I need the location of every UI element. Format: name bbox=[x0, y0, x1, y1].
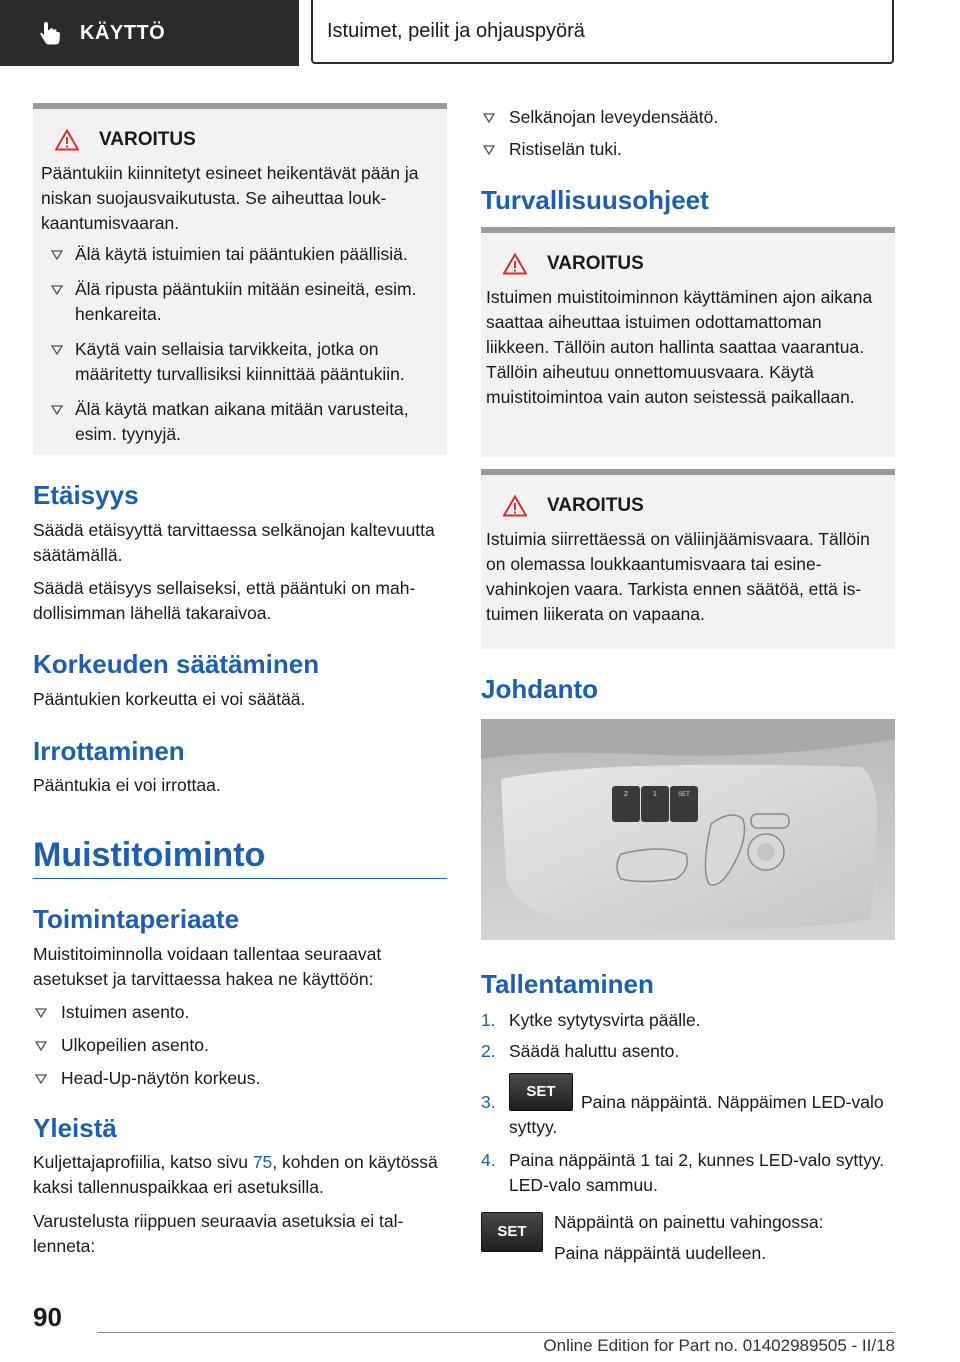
note-line: Näppäintä on painettu vahingossa: bbox=[554, 1212, 824, 1232]
warning-list bbox=[49, 242, 431, 447]
paragraph: Säädä etäisyys sellaiseksi, että pääntuki on mahdollisimman lähellä takaraivoa. bbox=[33, 578, 416, 623]
seat-controls-photo bbox=[481, 719, 895, 940]
list-item: Head-Up-näytön korkeus. bbox=[33, 1066, 447, 1091]
heading-yleista: Yleistä bbox=[33, 1113, 117, 1143]
section-rule bbox=[33, 878, 447, 879]
bullet-triangle-icon bbox=[483, 113, 495, 123]
memory-button-1-label: 1 bbox=[653, 791, 657, 798]
step-item: 3. SET Paina näppäintä. Näppäimen LED-valo syttyy. bbox=[481, 1090, 895, 1140]
footer-rule bbox=[97, 1332, 895, 1333]
set-button-icon: SET bbox=[509, 1073, 573, 1111]
list-item: Älä käytä istuimien tai pääntukien päällisiä. bbox=[49, 242, 431, 267]
list-item: Käytä vain sellaisia tarvikkeita, jotka on määritetty turvallisiksi kiinnittää pääntukiin. bbox=[49, 337, 431, 387]
heading-etaisyys: Etäisyys bbox=[33, 480, 139, 510]
paragraph: Muistitoiminnolla voidaan tallentaa seuraavat asetukset ja tarvittaessa hakea ne käyttöön: bbox=[33, 944, 382, 989]
step-item: 2. Säädä haluttu asento. bbox=[481, 1041, 680, 1061]
page-link[interactable]: 75 bbox=[252, 1152, 273, 1172]
paragraph: Pääntukia ei voi irrottaa. bbox=[33, 775, 221, 795]
heading-irrottaminen: Irrottaminen bbox=[33, 736, 185, 766]
paragraph: Kuljettajaprofiilia, katso sivu 75, kohden on käytössä kaksi tallennuspaikkaa eri asetuksilla. bbox=[33, 1152, 438, 1197]
bullet-triangle-icon bbox=[51, 285, 63, 295]
heading-toimintaperiaate: Toimintaperiaate bbox=[33, 904, 240, 934]
bullet-triangle-icon bbox=[483, 145, 495, 155]
section-label: KÄYTTÖ bbox=[80, 21, 166, 44]
set-button-label: SET bbox=[678, 792, 690, 798]
bullet-triangle-icon bbox=[35, 1041, 47, 1051]
list-item: Älä ripusta pääntukiin mitään esineitä, esim. henkareita. bbox=[49, 277, 431, 327]
footer-edition: Online Edition for Part no. 01402989505 - II/18 bbox=[543, 1336, 895, 1355]
list-item: Ulkopeilien asento. bbox=[33, 1033, 447, 1058]
warning-box-headrest bbox=[33, 103, 447, 455]
chapter-label: Istuimet, peilit ja ohjauspyörä bbox=[327, 19, 585, 42]
warning-text: Istuimia siirrettäessä on väliinjäämisvaara. Tällöin on olemassa loukkaantumisvaara tai esinevahinkojen vaara. Tarkista ennen säätöä, että istuimen liikerata on vapaana. bbox=[486, 529, 870, 624]
heading-johdanto: Johdanto bbox=[481, 674, 598, 704]
list-item: Istuimen asento. bbox=[33, 1000, 447, 1025]
bullet-triangle-icon bbox=[51, 405, 63, 415]
heading-tallentaminen: Tallentaminen bbox=[481, 969, 654, 999]
warning-text: Pääntukiin kiinnitetyt esineet heikentävät pään ja niskan suojausvaikutusta. Se aiheuttaa loukkaantumisvaaran. bbox=[41, 163, 419, 233]
list-item: Ristiselän tuki. bbox=[481, 137, 895, 162]
bullet-triangle-icon bbox=[51, 345, 63, 355]
step-item: 1. Kytke sytytysvirta päälle. bbox=[481, 1010, 701, 1030]
page-header bbox=[0, 0, 960, 66]
warning-title: VAROITUS bbox=[55, 129, 431, 151]
note-line: Paina näppäintä uudelleen. bbox=[554, 1243, 767, 1263]
bullet-triangle-icon bbox=[35, 1008, 47, 1018]
page-number: 90 bbox=[33, 1302, 62, 1332]
set-button-icon: SET bbox=[481, 1212, 543, 1252]
paragraph: Pääntukien korkeutta ei voi säätää. bbox=[33, 689, 306, 709]
bullet-triangle-icon bbox=[35, 1074, 47, 1084]
warning-triangle-icon bbox=[503, 495, 527, 517]
step-item: 4. Paina näppäintä 1 tai 2, kunnes LED-valo syttyy. LED-valo sammuu. bbox=[481, 1150, 885, 1195]
heading-turvallisuusohjeet: Turvallisuusohjeet bbox=[481, 185, 709, 215]
warning-box-memory bbox=[481, 227, 895, 457]
list-item: Älä käytä matkan aikana mitään varusteita, esim. tyynyjä. bbox=[49, 397, 431, 447]
heading-muistitoiminto: Muistitoiminto bbox=[33, 836, 266, 874]
section-tab bbox=[0, 0, 299, 66]
warning-box-pinch bbox=[481, 469, 895, 649]
memory-button-2-label: 2 bbox=[624, 791, 628, 798]
warning-triangle-icon bbox=[55, 129, 79, 151]
warning-triangle-icon bbox=[503, 253, 527, 275]
warning-text: Istuimen muistitoiminnon käyttäminen ajon aikana saattaa aiheuttaa istuimen odottamattoman liikkeen. Tällöin auton hallinta saattaa vaarantua. Tällöin aiheutuu onnettomuusvaara. Käytä muistitoimintoa vain auton seistessä paikallaan. bbox=[486, 287, 873, 407]
heading-korkeus: Korkeuden säätäminen bbox=[33, 649, 320, 679]
warning-title: VAROITUS bbox=[503, 253, 879, 275]
warning-title: VAROITUS bbox=[503, 495, 879, 517]
paragraph: Varustelusta riippuen seuraavia asetuksia ei tallenneta: bbox=[33, 1211, 404, 1256]
bullet-triangle-icon bbox=[51, 250, 63, 260]
paragraph: Säädä etäisyyttä tarvittaessa selkänojan kaltevuutta säätämällä. bbox=[33, 520, 435, 565]
list-item: Selkänojan leveydensäätö. bbox=[481, 105, 895, 130]
hand-icon bbox=[38, 20, 64, 46]
chapter-tab bbox=[311, 0, 894, 64]
